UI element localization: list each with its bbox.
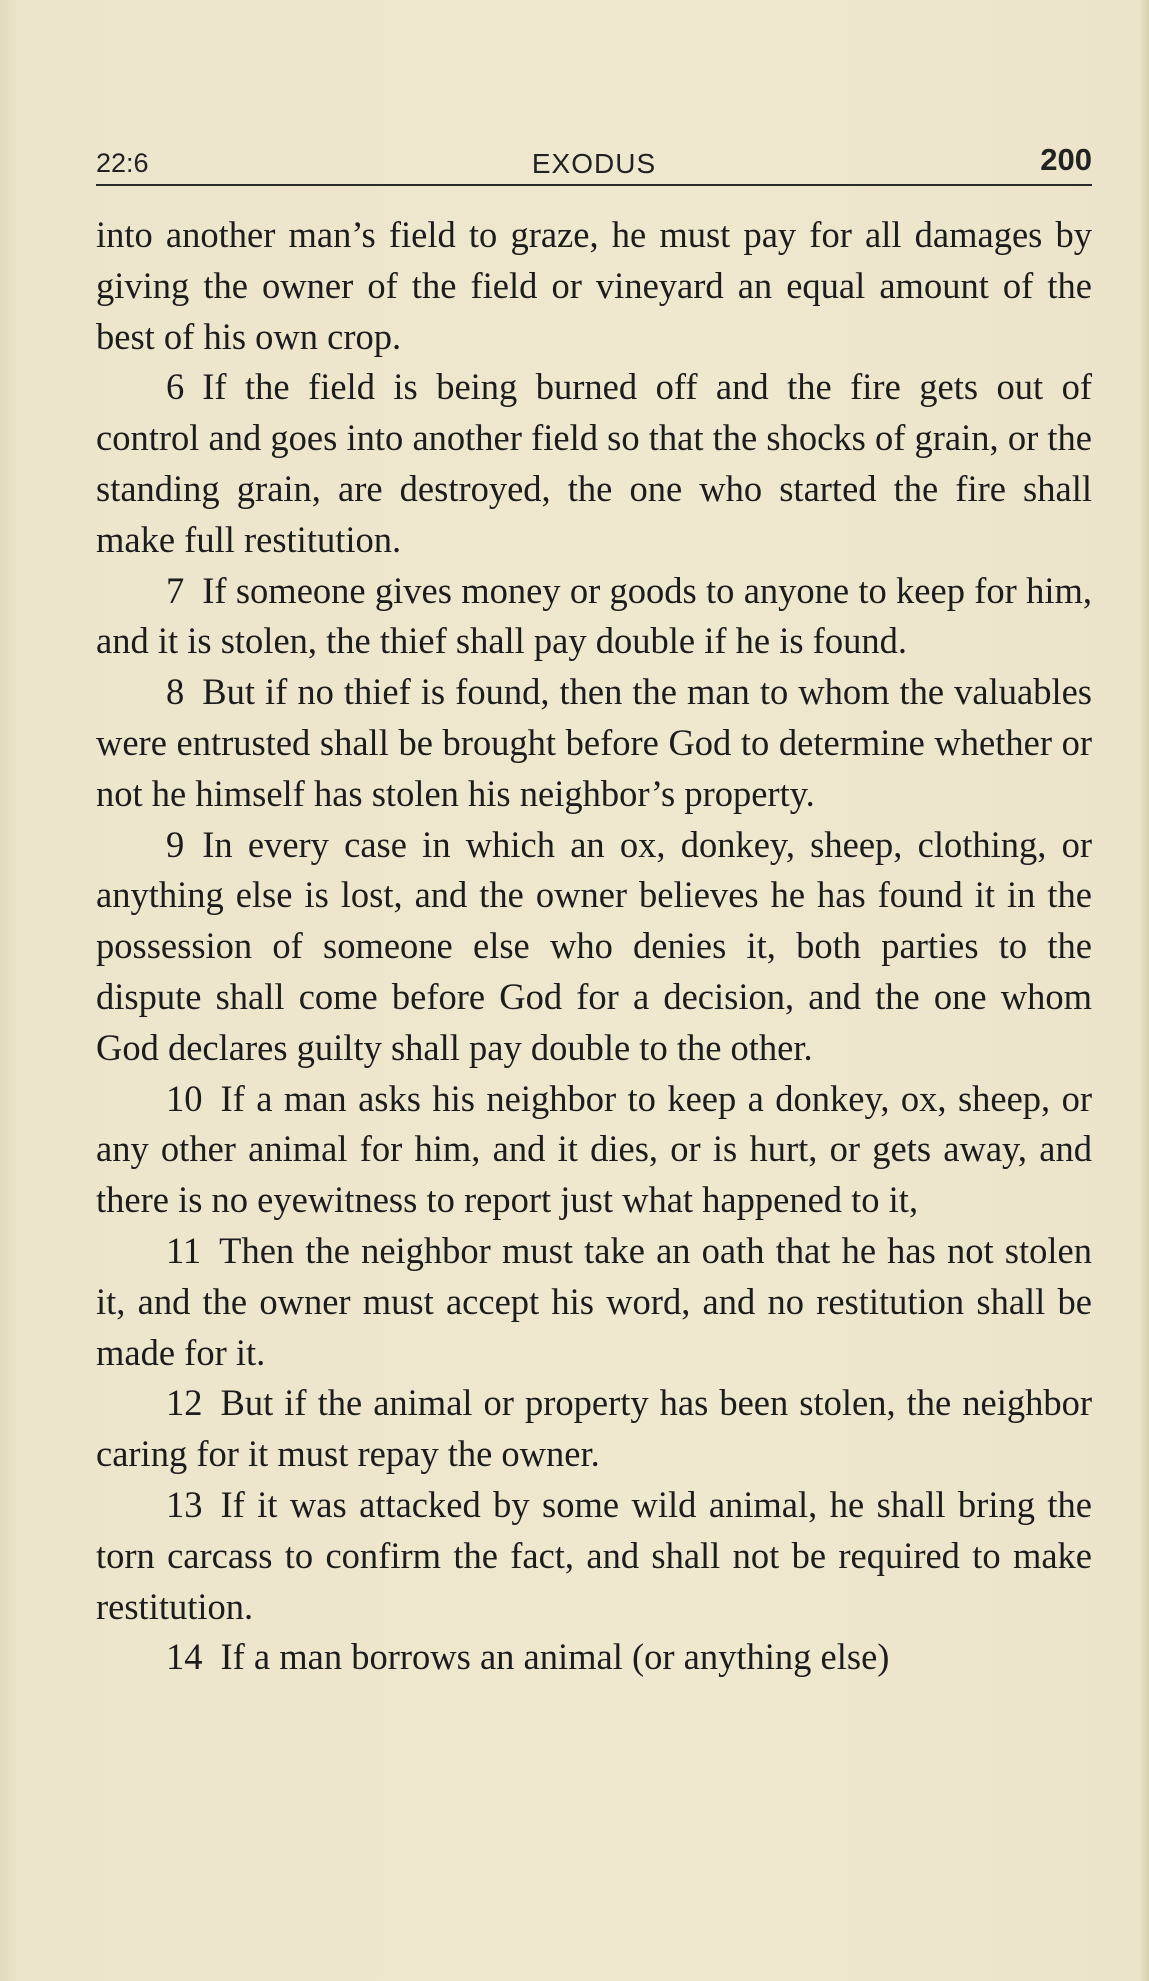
verse-text: If a man borrows an animal (or anything else) bbox=[220, 1636, 890, 1678]
verse-text: Then the neighbor must take an oath that he has not stolen it, and the owner must accept his word, and no restitution shall be made for it. bbox=[96, 1229, 1092, 1373]
chapter-verse-reference: 22:6 bbox=[96, 148, 149, 178]
verse-9 bbox=[96, 820, 1092, 1074]
verse-6 bbox=[96, 362, 1092, 565]
verse-number: 10 bbox=[166, 1077, 203, 1119]
verse-text: If the field is being burned off and the fire gets out of control and goes into another field so that the shocks of grain, or the standing grain, are destroyed, the one who started the fire shall make full restitution. bbox=[96, 366, 1092, 560]
verse-text: In every case in which an ox, donkey, sheep, clothing, or anything else is lost, and the owner believes he has found it in the possession of someone else who denies it, both parties to the dispute shall come before God for a decision, and the one whom God declares guilty shall pay double to the other. bbox=[96, 823, 1092, 1068]
verse-13 bbox=[96, 1480, 1092, 1632]
verse-text: But if the animal or property has been stolen, the neighbor caring for it must repay the owner. bbox=[96, 1382, 1092, 1475]
verse-8 bbox=[96, 667, 1092, 819]
verse-number: 13 bbox=[166, 1483, 203, 1525]
verse-number: 8 bbox=[166, 671, 185, 713]
book-title: EXODUS bbox=[531, 148, 657, 179]
page-edge bbox=[1141, 0, 1149, 1981]
verse-number: 12 bbox=[166, 1382, 203, 1424]
verse-10 bbox=[96, 1074, 1092, 1226]
verse-number: 6 bbox=[166, 366, 185, 408]
verse-number: 9 bbox=[166, 823, 185, 865]
scripture-text bbox=[96, 210, 1092, 1683]
verse-text: If someone gives money or goods to anyone to keep for him, and it is stolen, the thief shall pay double if he is found. bbox=[96, 569, 1092, 662]
verse-11 bbox=[96, 1226, 1092, 1378]
running-header bbox=[96, 142, 1092, 188]
verse-14 bbox=[96, 1632, 1092, 1683]
verse-number: 11 bbox=[166, 1229, 202, 1271]
verse-12 bbox=[96, 1378, 1092, 1480]
verse-7 bbox=[96, 566, 1092, 668]
verse-text: But if no thief is found, then the man to whom the valuables were entrusted shall be brought before God to determine whether or not he himself has stolen his neighbor’s property. bbox=[96, 671, 1092, 814]
verse-number: 7 bbox=[166, 569, 185, 611]
paragraph-continuation bbox=[96, 210, 1092, 362]
page-number: 200 bbox=[1040, 142, 1092, 177]
verse-text: If a man asks his neighbor to keep a donkey, ox, sheep, or any other animal for him, and it dies, or is hurt, or gets away, and there is no eyewitness to report just what happened to it, bbox=[96, 1077, 1092, 1221]
verse-text: If it was attacked by some wild animal, he shall bring the torn carcass to confirm the fact, and shall not be required to make restitution. bbox=[96, 1483, 1092, 1627]
header-rule bbox=[96, 184, 1092, 186]
verse-number: 14 bbox=[166, 1636, 203, 1678]
paragraph-text: into another man’s field to graze, he must pay for all damages by giving the owner of the field or vineyard an equal amount of the best of his own crop. bbox=[96, 214, 1092, 357]
